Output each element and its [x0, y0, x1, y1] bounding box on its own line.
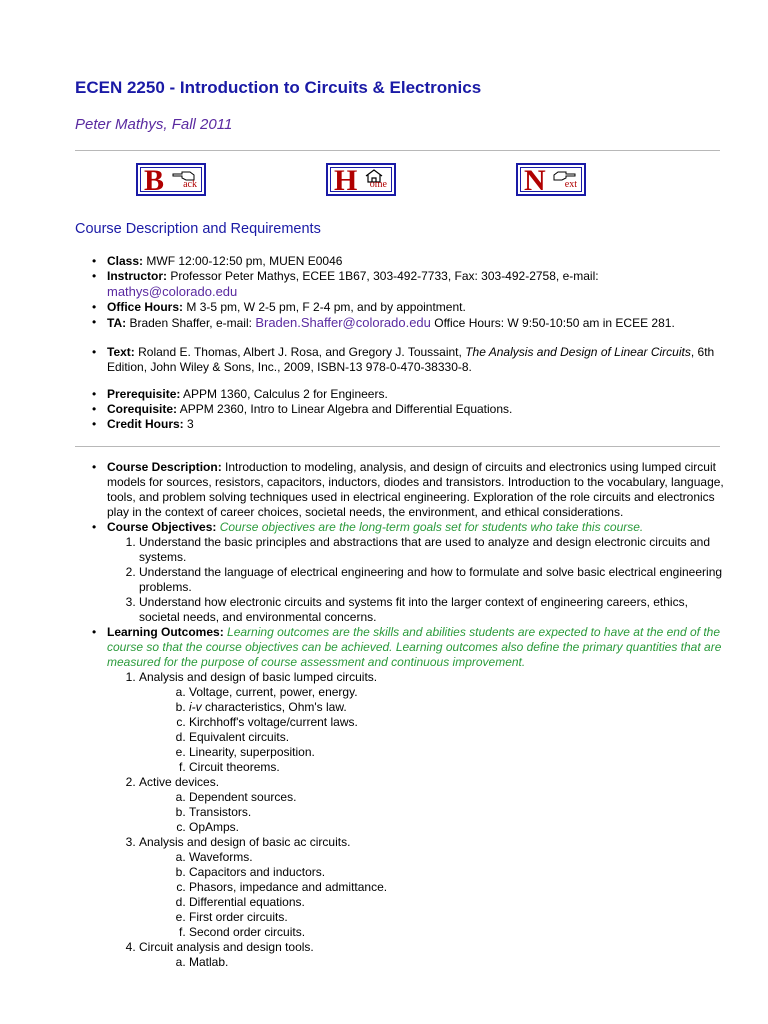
outcome-subitem [189, 685, 727, 700]
list-item [107, 300, 727, 315]
subitem-text: Capacitors and inductors. [189, 865, 326, 879]
credit-hours-value: 3 [187, 417, 194, 431]
subitem-text: Dependent sources. [189, 790, 297, 804]
outcome-sublist [139, 790, 727, 835]
next-button[interactable] [516, 163, 586, 196]
objective-item: 1. Understand the basic principles and abstractions that are used to analyze and design electronic circuits and systems. [139, 535, 727, 565]
description-label: Course Description: [107, 460, 222, 474]
outcome-title: Circuit analysis and design tools. [139, 940, 314, 954]
outcome-sublist [139, 850, 727, 940]
logistics-list [107, 254, 727, 331]
outcome-subitem [189, 805, 727, 820]
outcome-subitem [189, 880, 727, 895]
course-details-list [107, 460, 727, 970]
outcome-subitem [189, 865, 727, 880]
credit-hours-label: Credit Hours: [107, 417, 184, 431]
ta-value: Braden Shaffer, e-mail: [129, 316, 252, 330]
outcome-title: Analysis and design of basic ac circuits. [139, 835, 351, 849]
list-item [107, 460, 727, 520]
corequisite-value: APPM 2360, Intro to Linear Algebra and Differential Equations. [179, 402, 513, 416]
outcomes-note: Learning outcomes are the skills and abilities students are expected to have at the end of the course so that the course objectives can be achieved. Learning outcomes also define the primary quantities that are measured for the purpose of course assessment and continuous improvement. [107, 625, 722, 669]
divider [75, 150, 720, 151]
text-authors: Roland E. Thomas, Albert J. Rosa, and Gregory J. Toussaint, [138, 345, 462, 359]
list-item [107, 254, 727, 269]
ta-label: TA: [107, 316, 127, 330]
home-label: ome [369, 179, 387, 190]
subitem-text: Matlab. [189, 955, 229, 969]
outcome-subitem [189, 910, 727, 925]
textbook-list [107, 345, 727, 375]
subitem-text: Voltage, current, power, energy. [189, 685, 358, 699]
instructor-value: Professor Peter Mathys, ECEE 1B67, 303-492-7733, Fax: 303-492-2758, e-mail: [170, 269, 599, 283]
subitem-text: Phasors, impedance and admittance. [189, 880, 388, 894]
list-item [107, 269, 727, 300]
subitem-text: Kirchhoff's voltage/current laws. [189, 715, 358, 729]
text-label: Text: [107, 345, 135, 359]
list-item [107, 345, 727, 375]
corequisite-label: Corequisite: [107, 402, 178, 416]
office-hours-value: M 3-5 pm, W 2-5 pm, F 2-4 pm, and by appointment. [186, 300, 466, 314]
section-heading: Course Description and Requirements [75, 221, 321, 237]
back-button[interactable] [136, 163, 206, 196]
outcome-subitem [189, 730, 727, 745]
outcome-title: Active devices. [139, 775, 220, 789]
description-value: Introduction to modeling, analysis, and design of circuits and electronics using lumped circuit models for sources, resistors, capacitors, inductors, diodes and transistors. Introduction to the vocabulary, language, tools, and problem solving techniques used in electrical engineering. Exploration of the role circuits and electronics play in the context of career choices, societal needs, the environment, and ethical considerations. [107, 460, 724, 519]
list-item [107, 417, 727, 432]
list-item [107, 402, 727, 417]
class-label: Class: [107, 254, 144, 268]
subitem-text: Waveforms. [189, 850, 253, 864]
class-value: MWF 12:00-12:50 pm, MUEN E0046 [146, 254, 343, 268]
instructor-label: Instructor: [107, 269, 167, 283]
subitem-text: characteristics, Ohm's law. [201, 700, 347, 714]
outcome-subitem [189, 925, 727, 940]
requirements-list [107, 387, 727, 432]
subitem-text: First order circuits. [189, 910, 288, 924]
divider [75, 446, 720, 447]
prerequisite-label: Prerequisite: [107, 387, 181, 401]
ta-email-link[interactable]: Braden.Shaffer@colorado.edu [255, 315, 431, 330]
objectives-list [107, 535, 727, 625]
subitem-text: OpAmps. [189, 820, 240, 834]
prerequisite-value: APPM 1360, Calculus 2 for Engineers. [183, 387, 388, 401]
next-label: ext [564, 179, 577, 190]
office-hours-label: Office Hours: [107, 300, 184, 314]
outcomes-list [107, 670, 727, 970]
outcome-subitem [189, 820, 727, 835]
outcome-item [139, 775, 727, 835]
subitem-text: Transistors. [189, 805, 252, 819]
list-item [107, 315, 727, 331]
outcome-subitem [189, 955, 727, 970]
back-letter: B [144, 167, 165, 192]
outcomes-label: Learning Outcomes: [107, 625, 224, 639]
subitem-text: Linearity, superposition. [189, 745, 315, 759]
outcome-subitem [189, 850, 727, 865]
subitem-text: Equivalent circuits. [189, 730, 290, 744]
objective-item: 3. Understand how electronic circuits and systems fit into the larger context of engineering careers, ethics, societal needs, and environmental concerns. [139, 595, 727, 625]
outcome-subitem [189, 895, 727, 910]
subitem-text: Second order circuits. [189, 925, 306, 939]
outcome-item [139, 940, 727, 970]
home-button[interactable] [326, 163, 396, 196]
objectives-label: Course Objectives: [107, 520, 217, 534]
outcome-subitem [189, 760, 727, 775]
outcome-sublist [139, 685, 727, 775]
outcome-item [139, 670, 727, 775]
objectives-note: Course objectives are the long-term goals set for students who take this course. [219, 520, 644, 534]
instructor-email-link[interactable]: mathys@colorado.edu [107, 284, 238, 299]
subitem-emphasis: i-v [189, 700, 202, 714]
outcome-item [139, 835, 727, 940]
outcome-subitem [189, 715, 727, 730]
outcome-subitem [189, 700, 727, 715]
next-letter: N [524, 167, 546, 192]
outcome-subitem [189, 745, 727, 760]
page-title: ECEN 2250 - Introduction to Circuits & Electronics [75, 78, 482, 97]
objective-item: 2. Understand the language of electrical engineering and how to formulate and solve basic electrical engineering problems. [139, 565, 727, 595]
ta-office-hours: Office Hours: W 9:50-10:50 am in ECEE 281. [434, 316, 675, 330]
text-details: , 6th Edition, John Wiley & Sons, Inc., 2009, ISBN-13 978-0-470-38330-8. [107, 345, 715, 374]
outcome-title: Analysis and design of basic lumped circuits. [139, 670, 378, 684]
home-letter: H [334, 167, 358, 192]
outcome-sublist [139, 955, 727, 970]
text-book-title: The Analysis and Design of Linear Circuits [465, 345, 691, 359]
list-item [107, 387, 727, 402]
outcome-subitem [189, 790, 727, 805]
subitem-text: Circuit theorems. [189, 760, 280, 774]
author-line: Peter Mathys, Fall 2011 [75, 116, 233, 133]
list-item [107, 625, 727, 970]
list-item [107, 520, 727, 625]
subitem-text: Differential equations. [189, 895, 305, 909]
back-label: ack [183, 179, 197, 190]
